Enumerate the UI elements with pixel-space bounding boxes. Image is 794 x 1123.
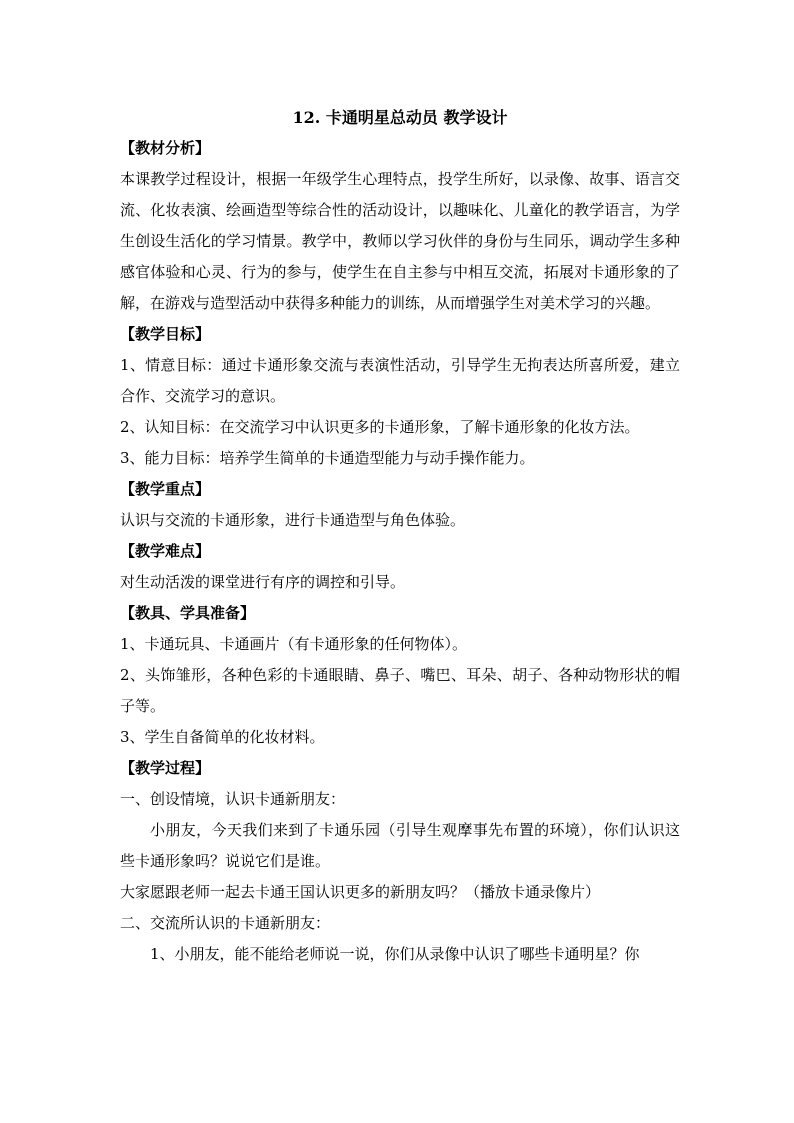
preparation-heading: 【教具、学具准备】 [120, 604, 256, 622]
materials-analysis-body: 本课教学过程设计，根据一年级学生心理特点，投学生所好，以录像、故事、语言交流、化妆表演、绘画造型等综合性的活动设计，以趣味化、儿童化的教学语言，为学生创设生活化的学习情景。教学中，教师以学习伙伴的身份与生同乐，调动学生多种感官体验和心灵、行为的参与，使学生在自主参与中相互交流，拓展对卡通形象的了解，在游戏与造型活动中获得多种能力的训练，从而增强学生对美术学习的兴趣。 [120, 170, 680, 312]
key-points-body: 认识与交流的卡通形象，进行卡通造型与角色体验。 [120, 511, 466, 529]
goals-heading: 【教学目标】 [120, 325, 211, 343]
goal-item: 3、能力目标：培养学生简单的卡通造型能力与动手操作能力。 [120, 449, 535, 467]
preparation-item: 1、卡通玩具、卡通画片（有卡通形象的任何物体）。 [120, 635, 468, 653]
process-heading: 【教学过程】 [120, 759, 211, 777]
materials-analysis-heading: 【教材分析】 [120, 139, 211, 157]
process-step1-title: 一、创设情境，认识卡通新朋友： [120, 790, 346, 808]
process-step1-para: 小朋友，今天我们来到了卡通乐园（引导生观摩事先布置的环境），你们认识这些卡通形象吗？说说它们是谁。 [120, 821, 680, 870]
key-points-heading: 【教学重点】 [120, 480, 211, 498]
process-step2-para: 1、小朋友，能不能给老师说一说，你们从录像中认识了哪些卡通明星？你 [150, 945, 640, 963]
preparation-item: 2、头饰雏形，各种色彩的卡通眼睛、鼻子、嘴巴、耳朵、胡子、各种动物形状的帽子等。 [120, 666, 680, 715]
document-page [120, 103, 680, 970]
process-step1-para: 大家愿跟老师一起去卡通王国认识更多的新朋友吗？（播放卡通录像片） [120, 883, 601, 901]
document-title: 12. 卡通明星总动员 教学设计 [292, 108, 508, 127]
preparation-item: 3、学生自备简单的化妆材料。 [120, 728, 325, 746]
goal-item: 2、认知目标：在交流学习中认识更多的卡通形象，了解卡通形象的化妆方法。 [120, 418, 640, 436]
difficulties-body: 对生动活泼的课堂进行有序的调控和引导。 [120, 573, 406, 591]
process-step2-title: 二、交流所认识的卡通新朋友： [120, 914, 331, 932]
goal-item: 1、情意目标：通过卡通形象交流与表演性活动，引导学生无拘表达所喜所爱，建立合作、交流学习的意识。 [120, 356, 680, 405]
difficulties-heading: 【教学难点】 [120, 542, 211, 560]
